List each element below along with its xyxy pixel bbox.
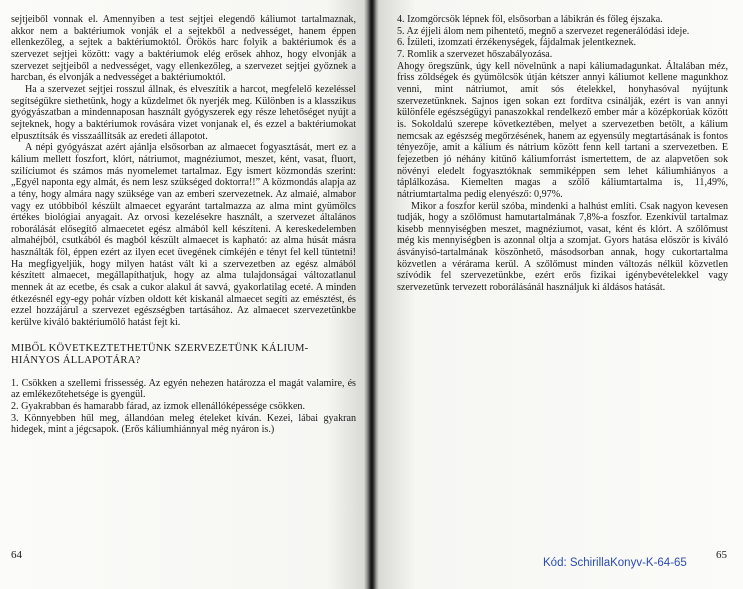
list-item: 2. Gyakrabban és hamarabb fárad, az izmok ellenállóképessége csökken. <box>11 401 305 413</box>
paragraph: Ahogy öregszünk, úgy kell növelnünk a napi káliumadagunkat. Általában méz, friss zöldségek és gyümölcsök útján kétszer annyi káliumot kellene magunkhoz venni, mint nátriumot, amit sós ételekkel, honyhasóval nyújtunk szervezetünknek. Sajnos igen sokan ezt fordítva csinálják, ezért is van annyi különféle egészségügyi panaszokkal rendelkező ember már a középkorúak között is. Sokoldalú szerepe következtében, melyet a szervezetben betölt, a kálium nemcsak az egészség megőrzésének, hanem az egyensúly megtartásának is fontos tényezője, amit a kálium és nátrium között fenn kell tartani a szervezetben. E fejezetben jó néhány kitűnő káliumforrást ismertettem, de az alapvetően sok növényi eledelt fogyasztóknak semmiképpen sem lehet káliumhiányos a táplálkozása. Kiemelten magas a szőlő káliumtartalma is, 11,49%, nátriumtartalma pedig elenyésző: 0,97%. <box>397 60 728 200</box>
section-heading: MIBŐL KÖVETKEZTETHETÜNK SZERVEZETÜNK KÁLIUM-HIÁNYOS ÁLLAPOTÁRA? <box>11 342 309 367</box>
list-item: 6. Ízületi, izomzati érzékenységek, fájdalmak jelentkeznek. <box>397 37 637 49</box>
paragraph: Ha a szervezet sejtjei rosszul állnak, és elveszítik a harcot, megfelelő kezeléssel segítségükre siethetünk, hogy a küzdelmet ők nyerjék meg. Különben is a klasszikus gyógyászatban a mindennaposan használt gyógyszerek egy része lehetőséget nyújt a sejteknek, hogy a baktériumok rovására vizet vonjanak el, és ezzel a baktériumokat elpusztítsák és visszaállítsák az eredeti állapotot. <box>11 83 356 142</box>
list-item: 1. Csökken a szellemi frissesség. Az egyén nehezen határozza el magát valamire, és az emlékezőtehetsége is gyengül. <box>11 377 356 401</box>
right-page <box>397 14 728 294</box>
list-item: 5. Az éjjeli álom nem pihentető, megnő a szervezet regenerálódási ideje. <box>397 25 690 37</box>
catalog-code: Kód: SchirillaKonyv-K-64-65 <box>543 557 687 569</box>
book-gutter <box>368 0 376 589</box>
list-item: 3. Könnyebben hűl meg, állandóan meleg ételeket kíván. Kezei, lábai gyakran hidegek, mint a jégcsapok. (Erős káliumhiánnyal még nyáron is.) <box>11 412 356 436</box>
page-number-left: 64 <box>11 549 22 561</box>
left-page <box>11 14 356 436</box>
paragraph: Mikor a foszfor kerül szóba, mindenki a halhúst említi. Csak nagyon kevesen tudják, hogy a szőlőmust hamutartalmának 7,8%-a foszfor. Ezenkívül tartalmaz kisebb mennyiségben meszet, magnéziumot, vasat, ként és klórt. A szőlőmust még kis mennyiségben is azonnal oltja a szomjat. Gyors hatása először is kiváló ásványisó-tartalmának köszönhető, másodsorban annak, hogy cukortartalma közvetlen a vérárama kerül. A szőlőmust minden változás nélkül közvetlen szívódik fel szervezetünkbe, ezért erős fizikai igénybevételekkel vagy szervezetünk tervezett roborálásánál használjuk ki áldásos hatását. <box>397 200 728 294</box>
paragraph: sejtjeiből vonnak el. Amennyiben a test sejtjei elegendő káliumot tartalmaznak, akkor nem a baktériumok vonják el a sejtekből a nedvességet, hanem éppen ellenkezőleg, a sejtek a baktériumoktól. Örökös harc folyik a baktériumok és a szervezet sejtjei között: vagy a baktériumok elég erősek ahhoz, hogy elvonják a szervezet sejtjeiből a nedvességet, vagy ellenkezőleg, a szervezet sejtjei győznek a harcban, és elvonják a nedvességet a baktériumoktól. <box>11 14 356 84</box>
paragraph: A népi gyógyászat azért ajánlja elsősorban az almaecet fogyasztását, mert ez a kálium mellett foszfort, klórt, nátriumot, magnéziumot, meszet, ként, vasat, fluort, szilíciumot és számos más nyomelemet tartalmaz. Egy ismert közmondás szerint: „Egyél naponta egy almát, és nem lesz szükséged doktorra!!” A közmondás alapja az a tény, hogy almára nagy szüksége van az emberi szervezetnek. Az almaié, almabor vagy ez utóbbiból készült almaecet egyaránt tartalmazza az alma mint gyümölcs értékes biológiai anyagait. Az orvosi kezelésekre használt, a szervezet általános roborálását elősegítő almaecetet egész almából kell készíteni. A kereskedelemben almahéjból, csutkából és magból készült almaecet is kapható: az alma húsát másra használták föl, éppen ezért az ilyen ecet üvegének címkéjén e tényt fel kell tüntetni! Ha megfigyeljük, hogy milyen hatást vált ki a szervezetben az egész almából készített almaecet, megállapíthatjuk, hogy az alma tulajdonságai változatlanul mennek át az ecetbe, és csak a cukor alakul át savvá, gyakorlatilag eceté. A minden étkezésnél egy-egy pohár vízben oldott két kiskanál almaecet segíti az emésztést, és ezzel hozzájárul a szervezet egészségben tartásához. Az almaecet szervezetünkbe kerülve kiváló baktériumölő hatást fejt ki. <box>11 142 356 329</box>
symptom-list <box>11 378 356 436</box>
page-number-right: 65 <box>716 549 727 561</box>
list-item: 7. Romlik a szervezet hőszabályozása. <box>397 48 553 60</box>
symptom-list-continued <box>397 14 728 61</box>
list-item: 4. Izomgörcsök lépnek föl, elsősorban a lábikrán és főleg éjszaka. <box>397 14 663 25</box>
